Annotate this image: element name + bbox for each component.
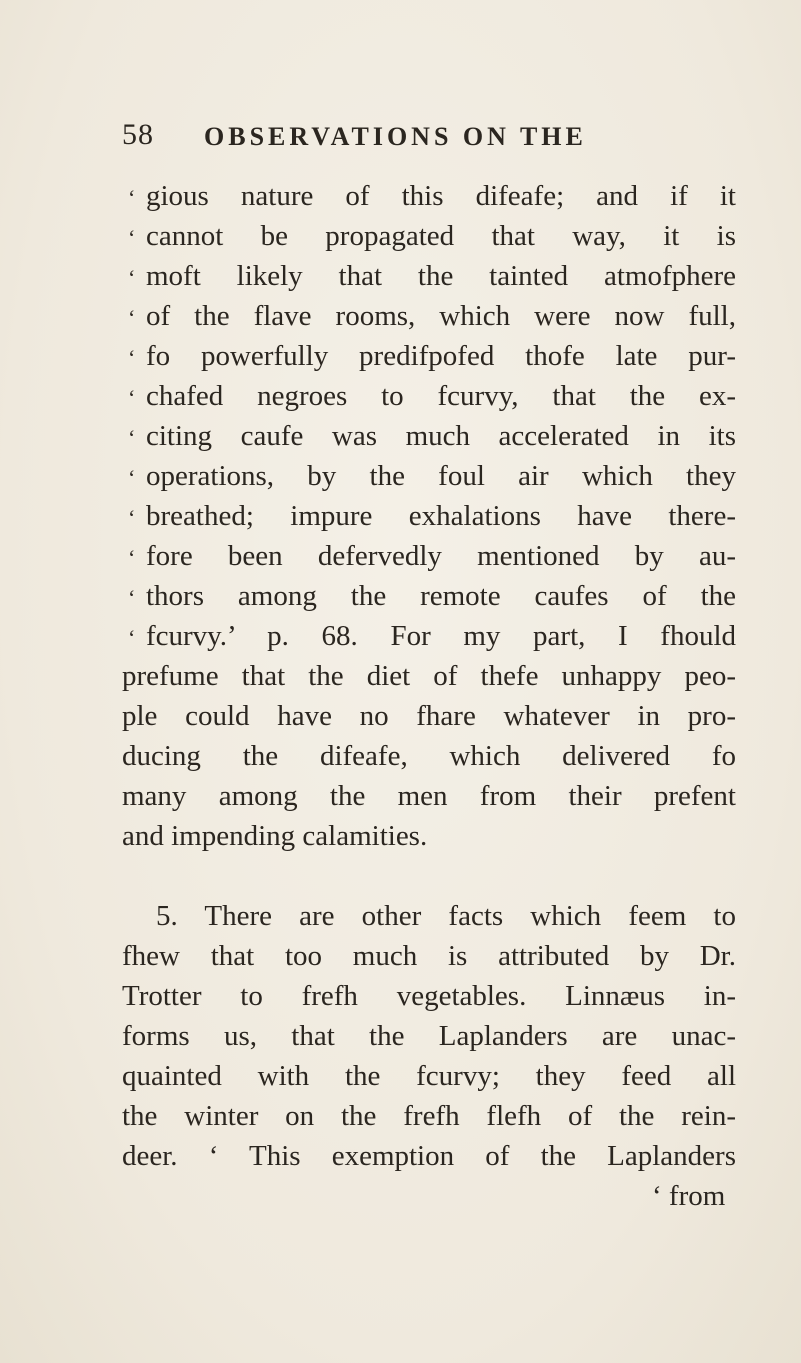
text-line: deer. ‘ This exemption of the Laplanders — [122, 1140, 736, 1172]
text-line: prefume that the diet of thefe unhappy peo- — [122, 660, 736, 692]
text-line: operations, by the foul air which they — [146, 460, 736, 492]
running-head — [122, 118, 722, 158]
text-line: gious nature of this difeafe; and if it — [146, 180, 736, 212]
text-line: fo powerfully predifpofed thofe late pur- — [146, 340, 736, 372]
page-number: 58 — [122, 118, 154, 151]
text-line: fhew that too much is attributed by Dr. — [122, 940, 736, 972]
text-line: fcurvy.’ p. 68. For my part, I fhould — [146, 620, 736, 652]
running-title: OBSERVATIONS ON THE — [204, 122, 587, 151]
quote-mark: ‘ — [128, 545, 136, 570]
text-line: fore been defervedly mentioned by au- — [146, 540, 736, 572]
text-line: quainted with the fcurvy; they feed all — [122, 1060, 736, 1092]
quote-mark: ‘ — [128, 265, 136, 290]
text-line: Trotter to frefh vegetables. Linnæus in- — [122, 980, 736, 1012]
text-line: the winter on the frefh flefh of the rein- — [122, 1100, 736, 1132]
text-line: ducing the difeafe, which delivered fo — [122, 740, 736, 772]
quote-mark: ‘ — [128, 505, 136, 530]
text-line: chafed negroes to fcurvy, that the ex- — [146, 380, 736, 412]
text-line: thors among the remote caufes of the — [146, 580, 736, 612]
quote-mark: ‘ — [128, 425, 136, 450]
text-line: forms us, that the Laplanders are unac- — [122, 1020, 736, 1052]
text-line: many among the men from their prefent — [122, 780, 736, 812]
text-line: cannot be propagated that way, it is — [146, 220, 736, 252]
quote-mark: ‘ — [128, 385, 136, 410]
text-line: ple could have no fhare whatever in pro- — [122, 700, 736, 732]
catchword: ‘ from — [652, 1180, 726, 1212]
text-line: 5. There are other facts which feem to — [156, 900, 736, 932]
text-line: moft likely that the tainted atmofphere — [146, 260, 736, 292]
text-line: of the flave rooms, which were now full, — [146, 300, 736, 332]
quote-mark: ‘ — [128, 625, 136, 650]
quote-mark: ‘ — [128, 585, 136, 610]
text-line: breathed; impure exhalations have there- — [146, 500, 736, 532]
quote-mark: ‘ — [128, 305, 136, 330]
quote-mark: ‘ — [128, 225, 136, 250]
quote-mark: ‘ — [128, 185, 136, 210]
quote-mark: ‘ — [128, 465, 136, 490]
quote-mark: ‘ — [128, 345, 136, 370]
text-line: and impending calamities. — [122, 820, 428, 852]
text-line: citing caufe was much accelerated in its — [146, 420, 736, 452]
